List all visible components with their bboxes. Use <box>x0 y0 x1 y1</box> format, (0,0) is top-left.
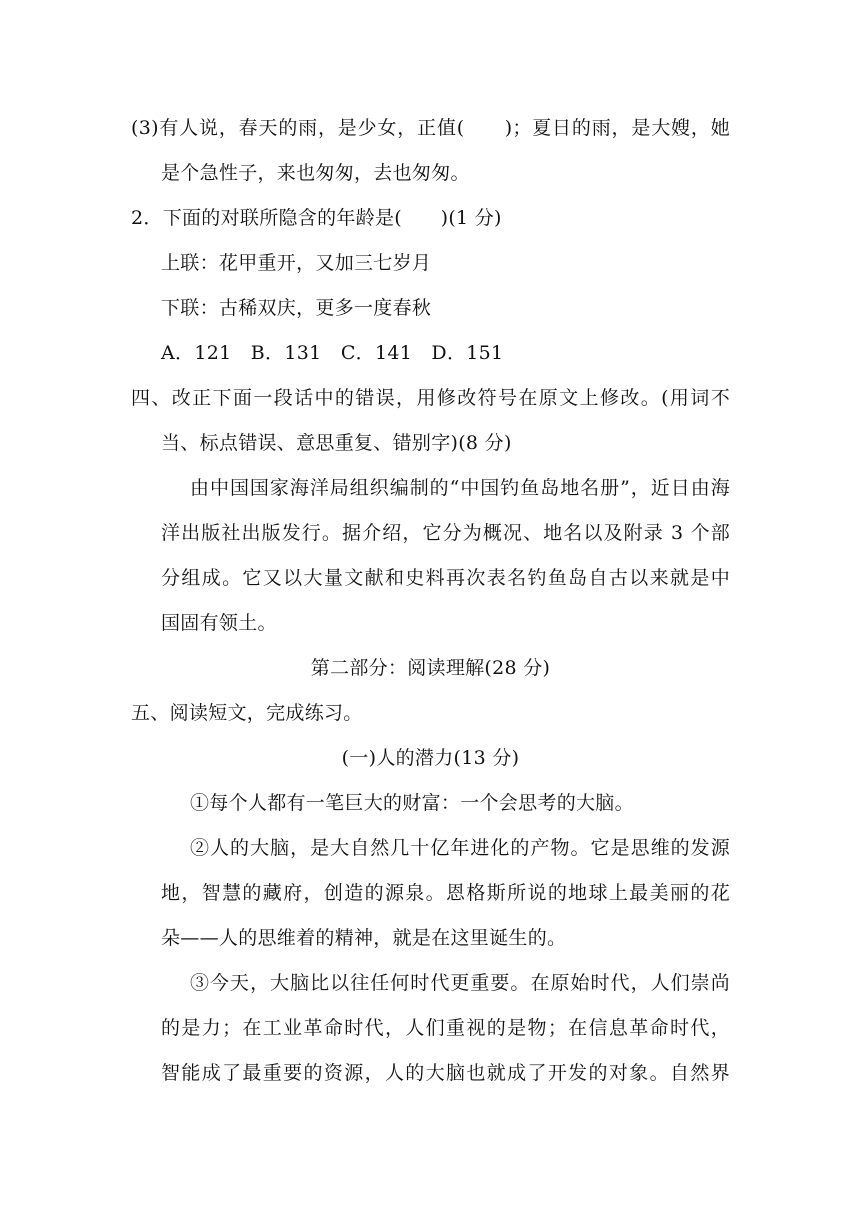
passage-paragraph-3-line-2: 的是力；在工业革命时代，人们重视的是物；在信息革命时代， <box>161 1017 730 1039</box>
part2-title: 第二部分：阅读理解(28 分) <box>310 657 551 679</box>
section5-heading: 五、阅读短文，完成练习。 <box>131 702 363 724</box>
passage-title: (一)人的潜力(13 分) <box>341 747 520 769</box>
q2-couplet-upper: 上联：花甲重开，又加三七岁月 <box>161 252 432 274</box>
passage-paragraph-1: ①每个人都有一笔巨大的财富：一个会思考的大脑。 <box>190 792 634 814</box>
passage-paragraph-2-line-3: 朵——人的思维着的精神，就是在这里诞生的。 <box>161 927 567 949</box>
q3-line-2: 是个急性子，来也匆匆，去也匆匆。 <box>161 162 470 184</box>
section4-passage-line-4: 国固有领土。 <box>161 612 277 634</box>
q2-stem: 2．下面的对联所隐含的年龄是( )(1 分) <box>131 207 502 229</box>
passage-paragraph-2-line-2: 地，智慧的藏府，创造的源泉。恩格斯所说的地球上最美丽的花 <box>161 882 730 904</box>
passage-paragraph-2-line-1: ②人的大脑，是大自然几十亿年进化的产物。它是思维的发源 <box>190 837 730 859</box>
q2-couplet-lower: 下联：古稀双庆，更多一度春秋 <box>161 297 432 319</box>
section4-passage-line-2: 洋出版社出版发行。据介绍，它分为概况、地名以及附录 3 个部 <box>161 522 730 544</box>
passage-paragraph-3-line-1: ③今天，大脑比以往任何时代更重要。在原始时代，人们崇尚 <box>190 972 730 994</box>
q3-line-1: (3)有人说，春天的雨，是少女，正值( )；夏日的雨，是大嫂，她 <box>131 117 730 139</box>
q2-options: A．121 B．131 C．141 D．151 <box>161 342 504 364</box>
section4-passage-line-3: 分组成。它又以大量文献和史料再次表名钓鱼岛自古以来就是中 <box>161 567 730 589</box>
section4-heading-line-2: 当、标点错误、意思重复、错别字)(8 分) <box>161 432 512 454</box>
section4-passage-line-1: 由中国国家海洋局组织编制的“中国钓鱼岛地名册”，近日由海 <box>190 477 730 499</box>
section4-heading-line-1: 四、改正下面一段话中的错误，用修改符号在原文上修改。(用词不 <box>131 387 730 409</box>
passage-paragraph-3-line-3: 智能成了最重要的资源，人的大脑也就成了开发的对象。自然界 <box>161 1062 730 1084</box>
